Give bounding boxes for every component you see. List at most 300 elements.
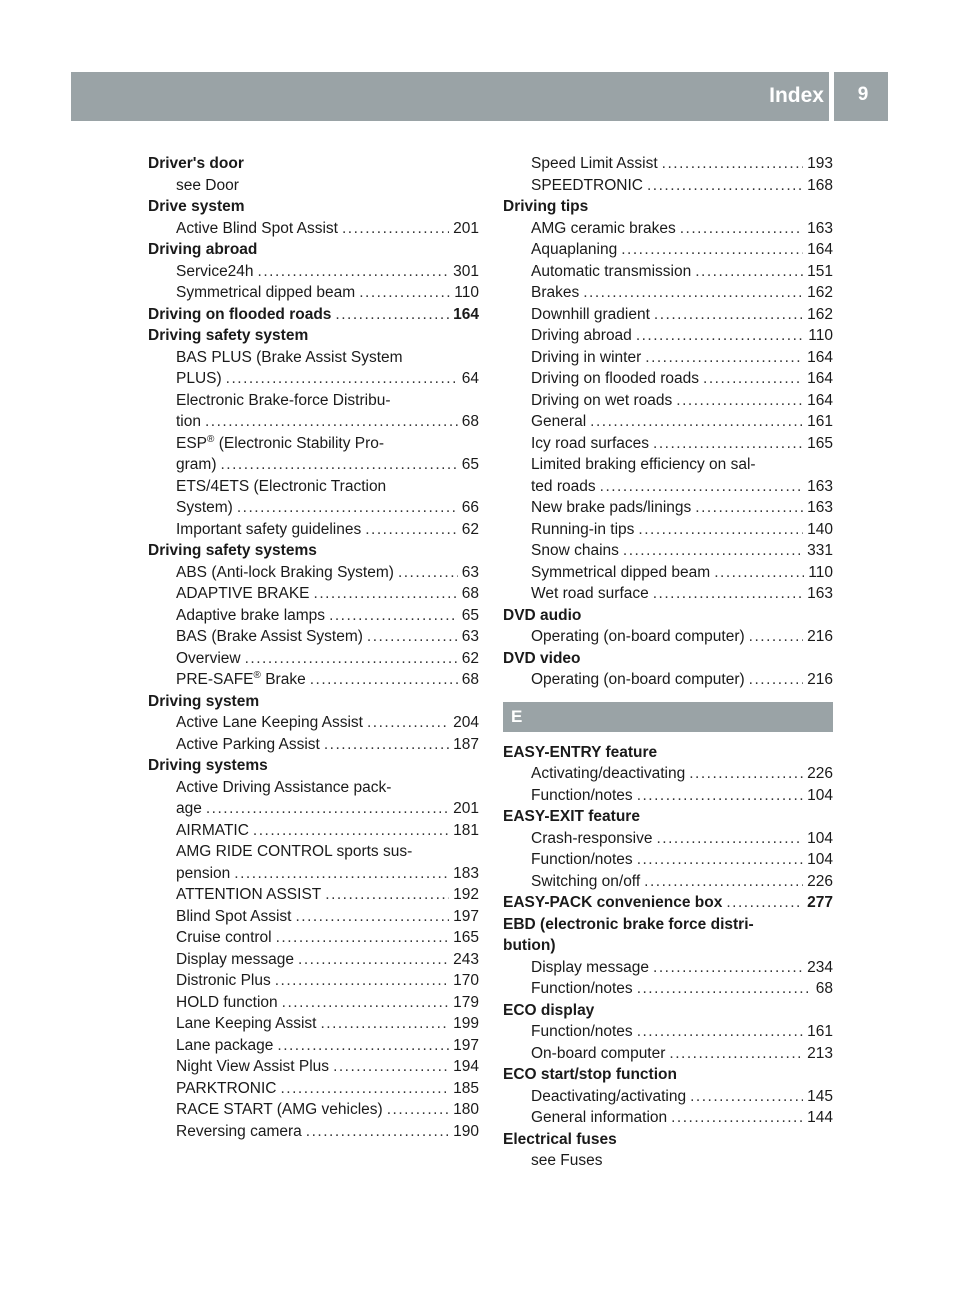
page-reference: 62 — [461, 649, 479, 667]
entry-text: Driver's door — [148, 155, 244, 172]
index-entry — [503, 175, 833, 197]
index-entry — [148, 1013, 479, 1035]
leader-dots — [365, 519, 458, 541]
page-reference: 162 — [807, 305, 833, 323]
entry-text: Driving systems — [148, 757, 268, 774]
index-heading — [148, 153, 479, 175]
entry-text: ECO display — [503, 1001, 595, 1019]
entry-text: EASY-ENTRY feature — [503, 743, 658, 761]
page-reference: 68 — [461, 671, 479, 688]
leader-dots — [645, 347, 803, 369]
index-entry — [503, 476, 833, 498]
page-reference: 190 — [453, 1122, 479, 1140]
entry-text: Crash-responsive — [531, 829, 653, 847]
leader-dots — [644, 871, 803, 893]
entry-text: ETS/4ETS (Electronic Traction — [176, 477, 387, 495]
leader-dots — [237, 497, 458, 519]
entry-text: Operating (on-board computer) — [531, 671, 745, 688]
index-entry — [148, 841, 479, 863]
page-reference: 163 — [807, 499, 833, 516]
page-reference: 164 — [807, 348, 833, 366]
entry-text: Active Parking Assist — [176, 735, 320, 753]
leader-dots — [671, 1107, 803, 1129]
index-entry — [503, 304, 833, 326]
leader-dots — [367, 712, 449, 734]
index-entry — [148, 1099, 479, 1121]
entry-text: age — [176, 800, 202, 817]
leader-dots — [662, 153, 803, 175]
entry-text: Limited braking efficiency on sal- — [531, 456, 756, 473]
entry-text: Driving safety system — [148, 327, 309, 344]
entry-text: Cruise control — [176, 929, 272, 946]
index-entry — [148, 476, 479, 498]
page-reference: 163 — [807, 477, 833, 495]
page-reference: 168 — [807, 176, 833, 194]
entry-text: see Door — [176, 176, 239, 194]
index-entry — [503, 261, 833, 283]
page-reference: 193 — [807, 155, 833, 172]
index-entry — [148, 863, 479, 885]
index-entry — [148, 1121, 479, 1143]
entry-text: On-board computer — [531, 1044, 666, 1062]
index-entry — [503, 347, 833, 369]
index-entry — [148, 218, 479, 240]
page-reference: 110 — [808, 563, 833, 581]
leader-dots — [280, 1078, 449, 1100]
page-reference: 180 — [453, 1101, 479, 1118]
page-reference: 110 — [454, 284, 479, 301]
index-entry — [148, 798, 479, 820]
page-reference: 216 — [807, 671, 833, 688]
index-entry — [148, 519, 479, 541]
leader-dots — [320, 1013, 449, 1035]
index-entry — [503, 1021, 833, 1043]
entry-text: Night View Assist Plus — [176, 1058, 330, 1075]
page-reference: 110 — [808, 327, 833, 344]
page-reference: 65 — [461, 456, 479, 473]
page-reference: 164 — [453, 305, 479, 323]
page-reference: 104 — [807, 786, 833, 804]
index-entry — [503, 669, 833, 691]
index-heading — [503, 806, 833, 828]
leader-dots — [676, 390, 803, 412]
leader-dots — [690, 1086, 803, 1108]
index-entry — [503, 978, 833, 1000]
entry-text: Snow chains — [531, 542, 619, 559]
index-entry — [503, 433, 833, 455]
page-reference: 197 — [453, 1036, 479, 1054]
entry-text: DVD audio — [503, 606, 582, 624]
index-entry — [148, 175, 479, 197]
index-heading — [503, 196, 833, 218]
entry-text: Important safety guidelines — [176, 520, 362, 538]
entry-text: Deactivating/activating — [531, 1087, 687, 1105]
index-entry — [148, 906, 479, 928]
entry-text: EBD (electronic brake force distri- — [503, 915, 754, 933]
leader-dots — [590, 411, 803, 433]
leader-dots — [623, 540, 803, 562]
entry-text: Activating/deactivating — [531, 765, 686, 782]
leader-dots — [653, 433, 803, 455]
leader-dots — [277, 1035, 449, 1057]
entry-text: Overview — [176, 649, 241, 667]
index-heading — [503, 892, 833, 914]
index-entry — [148, 605, 479, 627]
entry-text: ABS (Anti-lock Braking System) — [176, 563, 394, 581]
index-column-left — [148, 153, 479, 1142]
page-reference: 68 — [461, 413, 479, 430]
index-heading — [148, 325, 479, 347]
index-entry — [503, 390, 833, 412]
leader-dots — [387, 1099, 449, 1121]
entry-text: System) — [176, 499, 233, 516]
page-reference: 226 — [807, 872, 833, 890]
leader-dots — [654, 304, 803, 326]
entry-text: Function/notes — [531, 851, 633, 868]
leader-dots — [637, 849, 803, 871]
leader-dots — [680, 218, 803, 240]
page-reference: 140 — [807, 520, 833, 538]
leader-dots — [703, 368, 803, 390]
entry-text: Brakes — [531, 284, 580, 301]
entry-text: AIRMATIC — [176, 821, 249, 839]
entry-text: ADAPTIVE BRAKE — [176, 585, 310, 602]
entry-text: SPEEDTRONIC — [531, 176, 643, 194]
entry-text: Function/notes — [531, 1023, 633, 1040]
index-entry — [148, 970, 479, 992]
entry-text: tion — [176, 413, 201, 430]
index-entry — [148, 820, 479, 842]
leader-dots — [205, 411, 458, 433]
index-heading — [503, 1000, 833, 1022]
leader-dots — [600, 476, 803, 498]
index-entry — [148, 712, 479, 734]
page-reference: 199 — [453, 1015, 479, 1032]
page-reference: 185 — [453, 1079, 479, 1097]
entry-text: Driving system — [148, 692, 260, 710]
index-entry — [148, 583, 479, 605]
index-entry — [503, 871, 833, 893]
page-reference: 63 — [461, 563, 479, 581]
page-reference: 277 — [807, 894, 833, 911]
page-reference: 243 — [453, 950, 479, 968]
index-list-right-bottom — [503, 742, 833, 1172]
entry-text: Driving in winter — [531, 348, 642, 366]
page-reference: 213 — [807, 1044, 833, 1062]
index-entry — [503, 562, 833, 584]
index-heading — [148, 304, 479, 326]
page-reference: 201 — [453, 800, 479, 817]
page-reference: 194 — [453, 1058, 479, 1075]
index-entry — [503, 1086, 833, 1108]
page-reference: 104 — [807, 829, 833, 847]
header-separator — [829, 72, 834, 121]
leader-dots — [637, 785, 803, 807]
entry-text: AMG ceramic brakes — [531, 219, 676, 237]
index-entry — [148, 411, 479, 433]
index-list-right-top — [503, 153, 833, 691]
page-reference: 68 — [815, 980, 833, 997]
page-reference: 183 — [453, 864, 479, 882]
index-entry — [503, 282, 833, 304]
entry-text: EASY-PACK convenience box — [503, 894, 723, 911]
page-reference: 216 — [807, 628, 833, 645]
entry-text: gram) — [176, 456, 217, 473]
entry-text: ESP® (Electronic Stability Pro- — [176, 433, 385, 452]
index-entry — [503, 411, 833, 433]
leader-dots — [749, 669, 803, 691]
entry-text: Symmetrical dipped beam — [531, 563, 711, 581]
entry-text: Driving safety systems — [148, 542, 317, 559]
index-entry — [503, 218, 833, 240]
index-entry — [148, 927, 479, 949]
index-column-right — [503, 153, 833, 1172]
index-entry — [503, 1107, 833, 1129]
entry-text: Driving abroad — [531, 327, 632, 344]
leader-dots — [226, 368, 458, 390]
page-reference: 163 — [807, 585, 833, 602]
page-reference: 65 — [461, 606, 479, 624]
index-entry — [148, 261, 479, 283]
index-entry — [503, 828, 833, 850]
index-heading — [503, 648, 833, 670]
entry-text: Lane package — [176, 1036, 274, 1054]
page-reference: 162 — [807, 284, 833, 301]
index-entry — [503, 1150, 833, 1172]
leader-dots — [324, 734, 449, 756]
section-header-e — [503, 702, 833, 732]
entry-text: Display message — [531, 958, 650, 976]
index-heading — [503, 742, 833, 764]
index-entry — [503, 368, 833, 390]
leader-dots — [621, 239, 803, 261]
page-reference: 63 — [461, 628, 479, 645]
entry-text: Display message — [176, 950, 295, 968]
entry-text: Downhill gradient — [531, 305, 650, 323]
page-reference: 164 — [807, 391, 833, 409]
entry-text: Electronic Brake-force Distribu- — [176, 391, 391, 409]
page-reference: 181 — [453, 821, 479, 839]
index-entry — [503, 454, 833, 476]
leader-dots — [714, 562, 804, 584]
leader-dots — [636, 325, 804, 347]
index-entry — [503, 519, 833, 541]
page-reference: 104 — [807, 851, 833, 868]
entry-text: Wet road surface — [531, 585, 649, 602]
index-entry — [148, 497, 479, 519]
entry-text: Aquaplaning — [531, 241, 618, 258]
page-reference: 301 — [453, 262, 479, 280]
index-entry — [503, 849, 833, 871]
index-entry — [148, 626, 479, 648]
leader-dots — [653, 957, 803, 979]
leader-dots — [220, 454, 457, 476]
entry-text: Drive system — [148, 198, 245, 215]
leader-dots — [282, 992, 449, 1014]
page-reference: 144 — [807, 1109, 833, 1126]
entry-text: New brake pads/linings — [531, 499, 692, 516]
leader-dots — [689, 763, 803, 785]
page-number: 9 — [857, 84, 869, 105]
index-entry — [148, 562, 479, 584]
index-heading — [148, 755, 479, 777]
leader-dots — [253, 820, 449, 842]
leader-dots — [310, 669, 458, 691]
leader-dots — [206, 798, 449, 820]
index-heading — [148, 239, 479, 261]
entry-text: Icy road surfaces — [531, 434, 650, 452]
index-entry — [148, 669, 479, 691]
index-entry — [148, 777, 479, 799]
index-entry — [503, 497, 833, 519]
leader-dots — [306, 1121, 449, 1143]
leader-dots — [329, 605, 458, 627]
leader-dots — [295, 906, 449, 928]
index-entry — [148, 1078, 479, 1100]
page-reference: 234 — [807, 958, 833, 976]
index-entry — [503, 763, 833, 785]
page-reference: 163 — [807, 219, 833, 237]
entry-text: HOLD function — [176, 993, 278, 1011]
index-heading — [503, 1129, 833, 1151]
index-heading — [148, 196, 479, 218]
entry-text: Automatic transmission — [531, 262, 692, 280]
leader-dots — [638, 519, 803, 541]
index-entry — [503, 785, 833, 807]
index-entry — [503, 583, 833, 605]
index-entry — [503, 1043, 833, 1065]
index-entry — [148, 648, 479, 670]
index-heading — [148, 691, 479, 713]
index-entry — [503, 626, 833, 648]
index-entry — [148, 454, 479, 476]
leader-dots — [749, 626, 803, 648]
entry-text: RACE START (AMG vehicles) — [176, 1101, 383, 1118]
entry-text: Service24h — [176, 262, 254, 280]
index-entry — [503, 325, 833, 347]
page-reference: 187 — [453, 735, 479, 753]
index-entry — [148, 390, 479, 412]
entry-text: Function/notes — [531, 786, 633, 804]
index-entry — [503, 153, 833, 175]
page-reference: 165 — [453, 929, 479, 946]
index-entry — [148, 949, 479, 971]
entry-text: see Fuses — [531, 1152, 603, 1169]
entry-text: Operating (on-board computer) — [531, 628, 745, 645]
entry-text: Active Blind Spot Assist — [176, 219, 338, 237]
index-entry — [148, 433, 479, 455]
index-entry — [148, 1035, 479, 1057]
entry-text: DVD video — [503, 649, 581, 667]
entry-text: Adaptive brake lamps — [176, 606, 326, 624]
entry-text: ECO start/stop function — [503, 1066, 677, 1083]
entry-text: Speed Limit Assist — [531, 155, 658, 172]
leader-dots — [637, 1021, 803, 1043]
leader-dots — [342, 218, 449, 240]
entry-text: Driving on wet roads — [531, 391, 673, 409]
index-heading — [148, 540, 479, 562]
entry-text: Driving abroad — [148, 241, 258, 258]
leader-dots — [695, 261, 803, 283]
index-entry — [148, 734, 479, 756]
leader-dots — [726, 892, 803, 914]
entry-text: Lane Keeping Assist — [176, 1015, 317, 1032]
leader-dots — [367, 626, 458, 648]
entry-text: Symmetrical dipped beam — [176, 284, 356, 301]
index-entry — [148, 992, 479, 1014]
page-reference: 145 — [807, 1087, 833, 1105]
entry-text: Active Lane Keeping Assist — [176, 714, 363, 731]
leader-dots — [333, 1056, 449, 1078]
entry-text: General information — [531, 1109, 668, 1126]
page-reference: 161 — [807, 413, 833, 430]
leader-dots — [653, 583, 803, 605]
entry-text: BAS (Brake Assist System) — [176, 628, 363, 645]
index-entry — [148, 347, 479, 369]
entry-text: Function/notes — [531, 980, 633, 997]
entry-text: Running-in tips — [531, 520, 635, 538]
entry-text: Driving tips — [503, 198, 589, 215]
entry-text: BAS PLUS (Brake Assist System — [176, 348, 403, 366]
leader-dots — [637, 978, 812, 1000]
entry-text: ted roads — [531, 477, 596, 495]
page-reference: 204 — [453, 714, 479, 731]
entry-text: PARKTRONIC — [176, 1079, 277, 1097]
index-entry — [148, 884, 479, 906]
page-title: Index — [769, 84, 824, 107]
leader-dots — [245, 648, 458, 670]
page-reference: 179 — [453, 993, 479, 1011]
leader-dots — [669, 1043, 803, 1065]
leader-dots — [335, 304, 449, 326]
page-reference: 331 — [807, 542, 833, 559]
entry-text: Blind Spot Assist — [176, 907, 292, 925]
page-reference: 161 — [807, 1023, 833, 1040]
index-heading — [503, 914, 833, 936]
entry-text: ATTENTION ASSIST — [176, 886, 322, 903]
leader-dots — [276, 927, 450, 949]
leader-dots — [298, 949, 449, 971]
page-reference: 197 — [453, 907, 479, 925]
page-reference: 64 — [461, 370, 479, 387]
entry-text: EASY-EXIT feature — [503, 808, 640, 825]
page-reference: 201 — [453, 219, 479, 237]
leader-dots — [583, 282, 803, 304]
index-entry — [503, 239, 833, 261]
page-reference: 165 — [807, 434, 833, 452]
entry-text: Active Driving Assistance pack- — [176, 778, 392, 796]
entry-text: Electrical fuses — [503, 1130, 617, 1148]
page-reference: 192 — [453, 886, 479, 903]
leader-dots — [234, 863, 449, 885]
entry-text: Driving on flooded roads — [148, 305, 332, 323]
leader-dots — [314, 583, 458, 605]
leader-dots — [275, 970, 449, 992]
page-reference: 170 — [453, 972, 479, 989]
entry-text: Switching on/off — [531, 872, 641, 890]
index-entry — [148, 1056, 479, 1078]
leader-dots — [325, 884, 449, 906]
index-entry — [503, 540, 833, 562]
page-reference: 164 — [807, 241, 833, 258]
page-reference: 66 — [461, 499, 479, 516]
leader-dots — [258, 261, 450, 283]
leader-dots — [647, 175, 803, 197]
page-reference: 226 — [807, 765, 833, 782]
index-heading — [503, 935, 833, 957]
index-heading — [503, 1064, 833, 1086]
leader-dots — [656, 828, 803, 850]
